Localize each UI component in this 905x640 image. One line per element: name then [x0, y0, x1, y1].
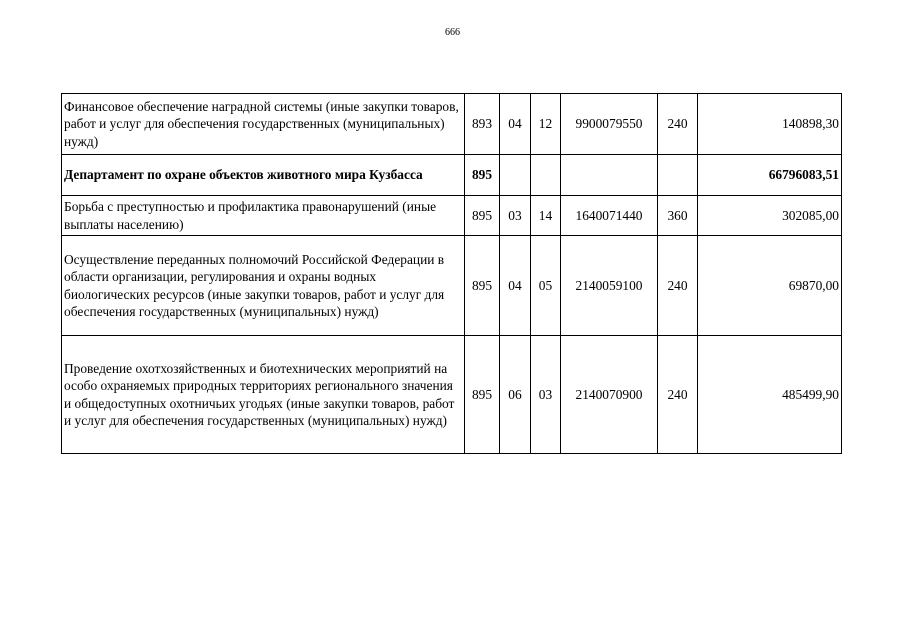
- amount: 485499,90: [698, 336, 842, 454]
- expense-type-code: 240: [658, 94, 698, 155]
- target-code: 1640071440: [561, 196, 658, 236]
- ministry-code: 895: [465, 336, 500, 454]
- expense-type-code: [658, 155, 698, 196]
- section-code: 04: [500, 94, 531, 155]
- target-code: 2140070900: [561, 336, 658, 454]
- ministry-code: 895: [465, 236, 500, 336]
- expense-type-code: 240: [658, 236, 698, 336]
- target-code: 2140059100: [561, 236, 658, 336]
- ministry-code: 895: [465, 155, 500, 196]
- amount: 140898,30: [698, 94, 842, 155]
- table-row: [62, 196, 842, 236]
- amount: 69870,00: [698, 236, 842, 336]
- row-description: Проведение охотхозяйственных и биотехнических мероприятий на особо охраняемых природных территориях регионального значения и общедоступных охотничьих угодьях (иные закупки товаров, работ и услуг для обеспечения государственных (муниципальных) нужд): [62, 336, 465, 454]
- expense-type-code: 360: [658, 196, 698, 236]
- subsection-code: 05: [531, 236, 561, 336]
- subsection-code: 03: [531, 336, 561, 454]
- table-row: [62, 236, 842, 336]
- row-description: Финансовое обеспечение наградной системы (иные закупки товаров, работ и услуг для обеспечения государственных (муниципальных) нужд): [62, 94, 465, 155]
- page-number: 666: [445, 27, 460, 38]
- section-code: 03: [500, 196, 531, 236]
- subsection-code: 12: [531, 94, 561, 155]
- section-code: 06: [500, 336, 531, 454]
- table-row: [62, 155, 842, 196]
- target-code: 9900079550: [561, 94, 658, 155]
- amount: 66796083,51: [698, 155, 842, 196]
- ministry-code: 895: [465, 196, 500, 236]
- row-description: Осуществление переданных полномочий Российской Федерации в области организации, регулирования и охраны водных биологических ресурсов (иные закупки товаров, работ и услуг для обеспечения государственных (муниципальных) нужд): [62, 236, 465, 336]
- row-description: Департамент по охране объектов животного мира Кузбасса: [62, 155, 465, 196]
- budget-table: [61, 93, 842, 454]
- section-code: [500, 155, 531, 196]
- expense-type-code: 240: [658, 336, 698, 454]
- subsection-code: [531, 155, 561, 196]
- table-row: [62, 94, 842, 155]
- row-description: Борьба с преступностью и профилактика правонарушений (иные выплаты населению): [62, 196, 465, 236]
- amount: 302085,00: [698, 196, 842, 236]
- ministry-code: 893: [465, 94, 500, 155]
- target-code: [561, 155, 658, 196]
- section-code: 04: [500, 236, 531, 336]
- table-row: [62, 336, 842, 454]
- subsection-code: 14: [531, 196, 561, 236]
